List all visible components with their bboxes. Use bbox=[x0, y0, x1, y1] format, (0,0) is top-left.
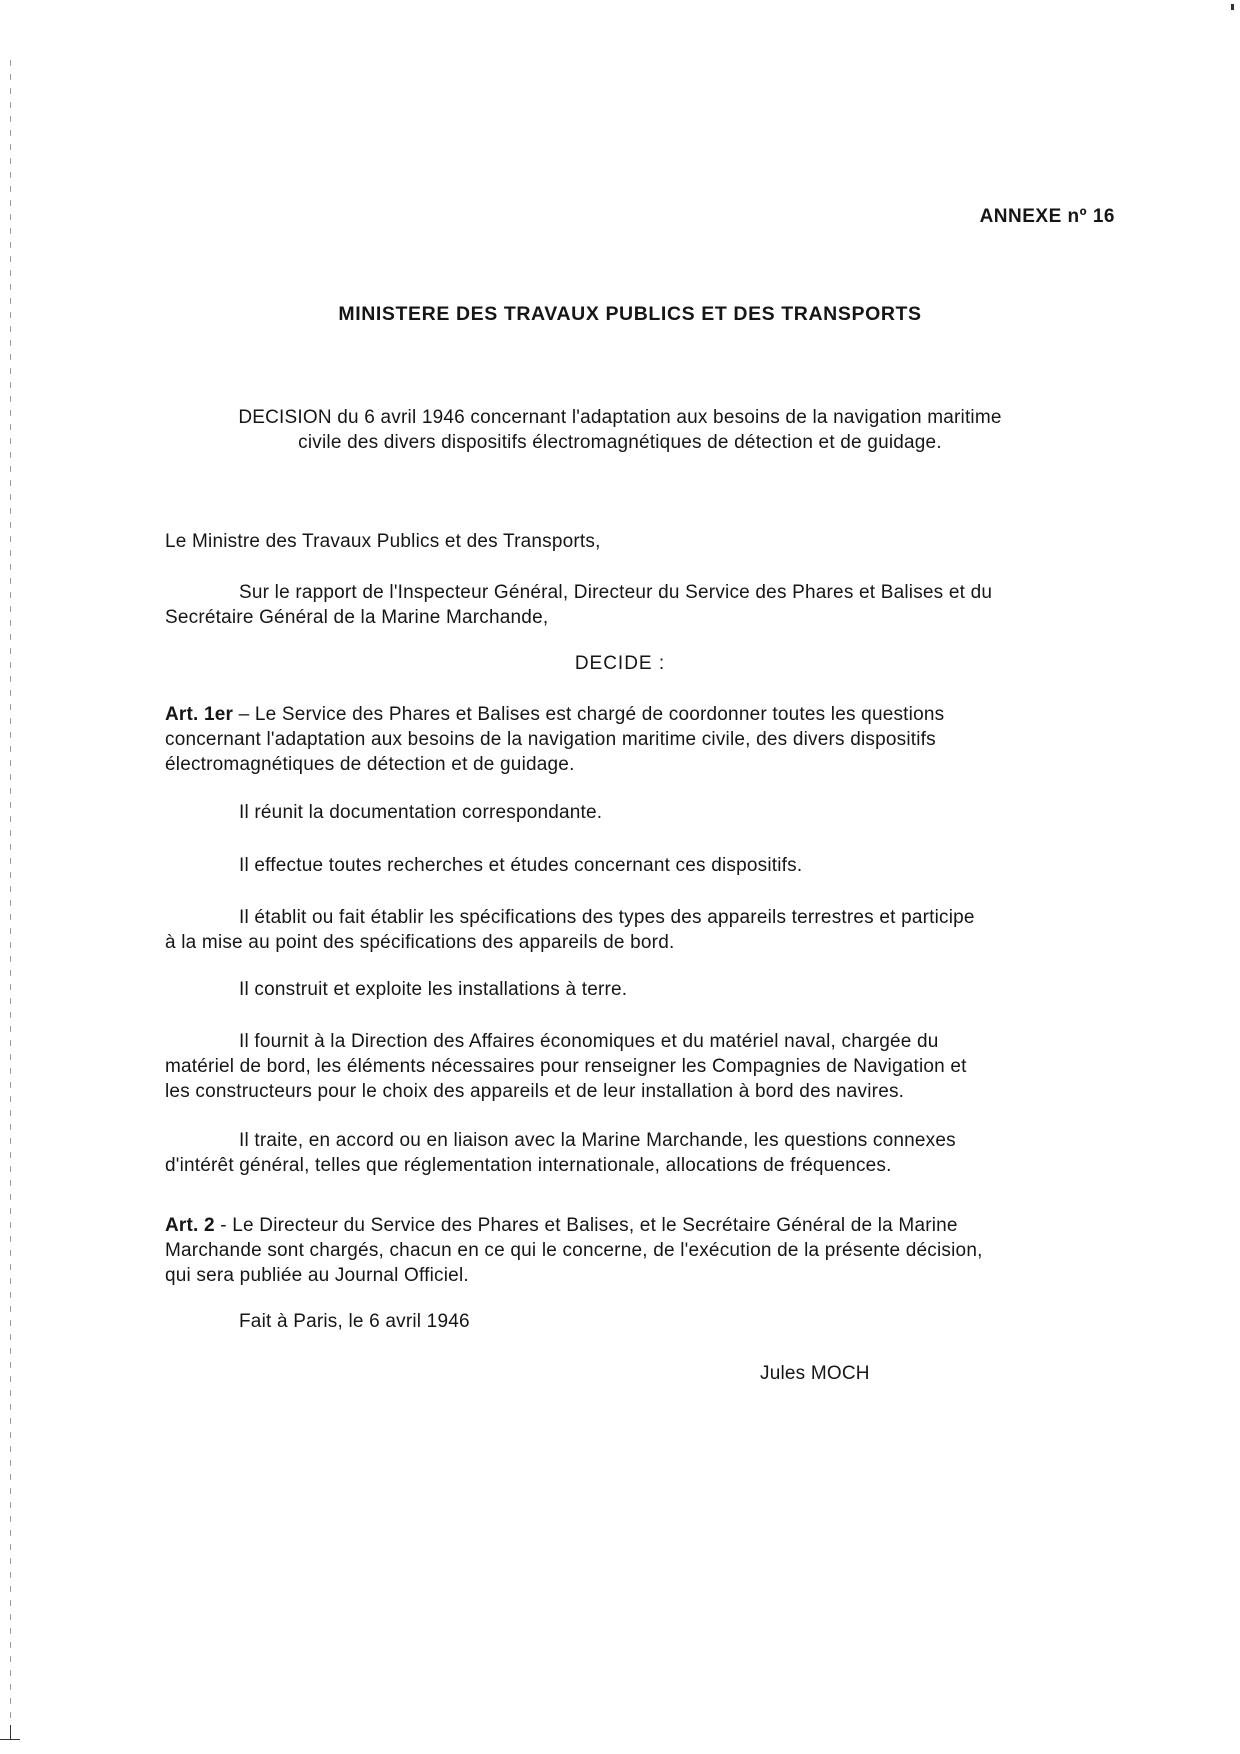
corner-mark-top-right bbox=[1231, 4, 1234, 10]
paragraph-marine bbox=[165, 1128, 956, 1178]
specifications-line-2: à la mise au point des spécifications des appareils de bord. bbox=[165, 932, 675, 953]
decide-heading: DECIDE : bbox=[574, 653, 666, 674]
paragraph-research: Il effectue toutes recherches et études concernant ces dispositifs. bbox=[239, 855, 803, 876]
article-1-label: Art. 1er bbox=[165, 704, 234, 725]
marine-line-2: d'intérêt général, telles que réglementation internationale, allocations de fréquences. bbox=[165, 1155, 892, 1176]
article-1-line-1 bbox=[165, 702, 944, 727]
report-line-1: Sur le rapport de l'Inspecteur Général, Directeur du Service des Phares et Balises et du bbox=[239, 582, 993, 603]
article-2-label: Art. 2 bbox=[165, 1215, 215, 1236]
direction-line-2: matériel de bord, les éléments nécessaires pour renseigner les Compagnies de Navigation et bbox=[165, 1056, 967, 1077]
paragraph-specifications bbox=[165, 905, 975, 955]
report-paragraph bbox=[165, 580, 992, 630]
paragraph-direction bbox=[165, 1029, 967, 1104]
paragraph-documentation: Il réunit la documentation correspondante. bbox=[239, 802, 603, 823]
article-2-text: - Le Directeur du Service des Phares et Balises, et le Secrétaire Général de la Marine bbox=[214, 1215, 958, 1236]
annexe-number: ANNEXE nº 16 bbox=[979, 206, 1115, 227]
direction-line-3: les constructeurs pour le choix des appareils et de leur installation à bord des navires. bbox=[165, 1081, 905, 1102]
article-2 bbox=[165, 1213, 983, 1288]
specifications-line-1: Il établit ou fait établir les spécifications des types des appareils terrestres et participe bbox=[239, 907, 975, 928]
decision-title-line-1: DECISION du 6 avril 1946 concernant l'adaptation aux besoins de la navigation maritime bbox=[238, 407, 1002, 428]
article-2-line-3: qui sera publiée au Journal Officiel. bbox=[165, 1265, 469, 1286]
report-line-2: Secrétaire Général de la Marine Marchande, bbox=[165, 607, 549, 628]
marine-line-1: Il traite, en accord ou en liaison avec la Marine Marchande, les questions connexes bbox=[239, 1130, 956, 1151]
decision-title-line-2: civile des divers dispositifs électromagnétiques de détection et de guidage. bbox=[298, 432, 942, 453]
article-2-line-2: Marchande sont chargés, chacun en ce qui le concerne, de l'exécution de la présente décision, bbox=[165, 1240, 983, 1261]
article-1-line-2: concernant l'adaptation aux besoins de la navigation maritime civile, des divers dispositifs bbox=[165, 729, 936, 750]
place-and-date: Fait à Paris, le 6 avril 1946 bbox=[239, 1311, 470, 1332]
corner-mark-bottom-left-vertical bbox=[10, 1725, 11, 1740]
direction-line-1: Il fournit à la Direction des Affaires économiques et du matériel naval, chargée du bbox=[239, 1031, 939, 1052]
signature-name: Jules MOCH bbox=[760, 1363, 870, 1384]
article-1 bbox=[165, 702, 944, 777]
ministry-heading: MINISTERE DES TRAVAUX PUBLICS ET DES TRANSPORTS bbox=[338, 303, 922, 325]
article-2-line-1 bbox=[165, 1213, 983, 1238]
decision-title bbox=[0, 405, 1240, 455]
article-1-text: – Le Service des Phares et Balises est chargé de coordonner toutes les questions bbox=[233, 704, 945, 725]
minister-line: Le Ministre des Travaux Publics et des Transports, bbox=[165, 531, 601, 552]
paragraph-installations: Il construit et exploite les installations à terre. bbox=[239, 979, 628, 1000]
article-1-line-3: électromagnétiques de détection et de guidage. bbox=[165, 754, 575, 775]
